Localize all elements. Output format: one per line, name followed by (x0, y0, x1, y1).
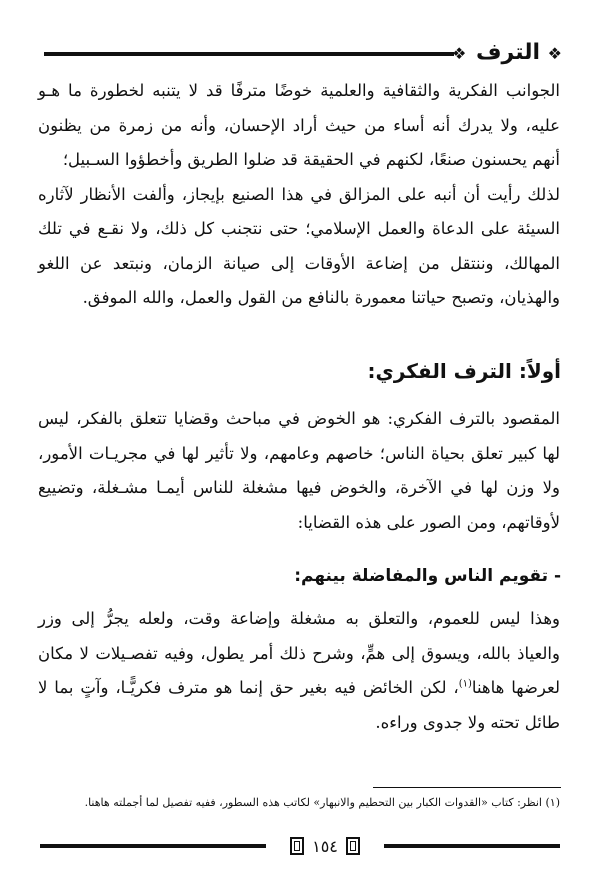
running-header-title: الترف (475, 40, 540, 65)
page-number-box (266, 834, 384, 858)
section-heading-intellectual-luxury: أولاً: الترف الفكري: (367, 359, 561, 383)
footnote-reference-mark: (١) (458, 678, 472, 690)
header-rule (44, 52, 454, 56)
page-bracket-left-icon (290, 837, 304, 855)
subheading-evaluating-people: - تقويم الناس والمفاضلة بينهم: (294, 566, 561, 586)
footnote-divider (373, 787, 561, 788)
footnote-text: (١) انظر: كتاب «القدوات الكبار بين التحطيم والانبهار» لكاتب هذه السطور، ففيه تفصيل لما أجملته هاهنا. (84, 796, 560, 809)
section2-text-after-ref: ، لكن الخائض فيه بغير حق إنما هو مترف فكريًّـا، وآتٍ بما لا طائل تحته ولا جدوى وراءه. (38, 678, 560, 732)
header-ornament-left-icon: ❖ (452, 44, 467, 63)
intro-paragraph-2: لذلك رأيت أن أنبه على المزالق في هذا الصنيع بإيجاز، وألفت الأنظار لآثاره السيئة على الدعاة والعمل الإسلامي؛ حتى نتجنب كل ذلك، ولا نقـع في تلك المهالك، وننتقل من إضاعة الأوقات إلى صيانة الزمان، ونبتعد عن اللغو والهذيان، وتصبح حياتنا معمورة بالنافع من القول والعمل، والله الموفق. (38, 184, 560, 307)
page-number: ١٥٤ (312, 836, 338, 856)
section1-text-block (38, 402, 560, 540)
running-header (44, 38, 562, 72)
header-ornament-right-icon: ❖ (547, 44, 562, 63)
section2-text-block (38, 602, 560, 740)
intro-paragraph-1: الجوانب الفكرية والثقافية والعلمية خوضًا مترفًا قد لا يتنبه لخطورة ما هـو عليه، ولا يدرك أنه أساء من حيث أراد الإحسان، وأنه من زمرة من يظنون أنهم يحسنون صنعًا، لكنهم في الحقيقة قد ضلوا الطريق وأخطؤوا السـبيل؛ (38, 81, 560, 169)
intro-text-block (38, 74, 560, 316)
section2-text-before-ref: وهذا ليس للعموم، والتعلق به مشغلة وإضاعة وقت، ولعله يجرُّ إلى وزر والعياذ بالله، ويسوق إلى همٍّ، وشرح ذلك أمر يطول، وفيه تفصـيلات لا مكان لعرضها هاهنا (38, 609, 560, 697)
footer-rule-right (384, 844, 560, 848)
footer-rule-left (40, 844, 266, 848)
section2-paragraph (38, 602, 560, 740)
page-bracket-right-icon (346, 837, 360, 855)
section1-paragraph: المقصود بالترف الفكري: هو الخوض في مباحث وقضايا تتعلق بالفكر، ليس لها كبير تعلق بحياة الناس؛ خاصهم وعامهم، ولا تأثير لها في مجريـات الأمور، ولا وزن لها في الآخرة، والخوض فيها مشغلة للناس أيمـا مشـغلة، وتضييع لأوقاتهم، ومن الصور على هذه القضايا: (38, 409, 560, 532)
page-footer (40, 830, 560, 860)
